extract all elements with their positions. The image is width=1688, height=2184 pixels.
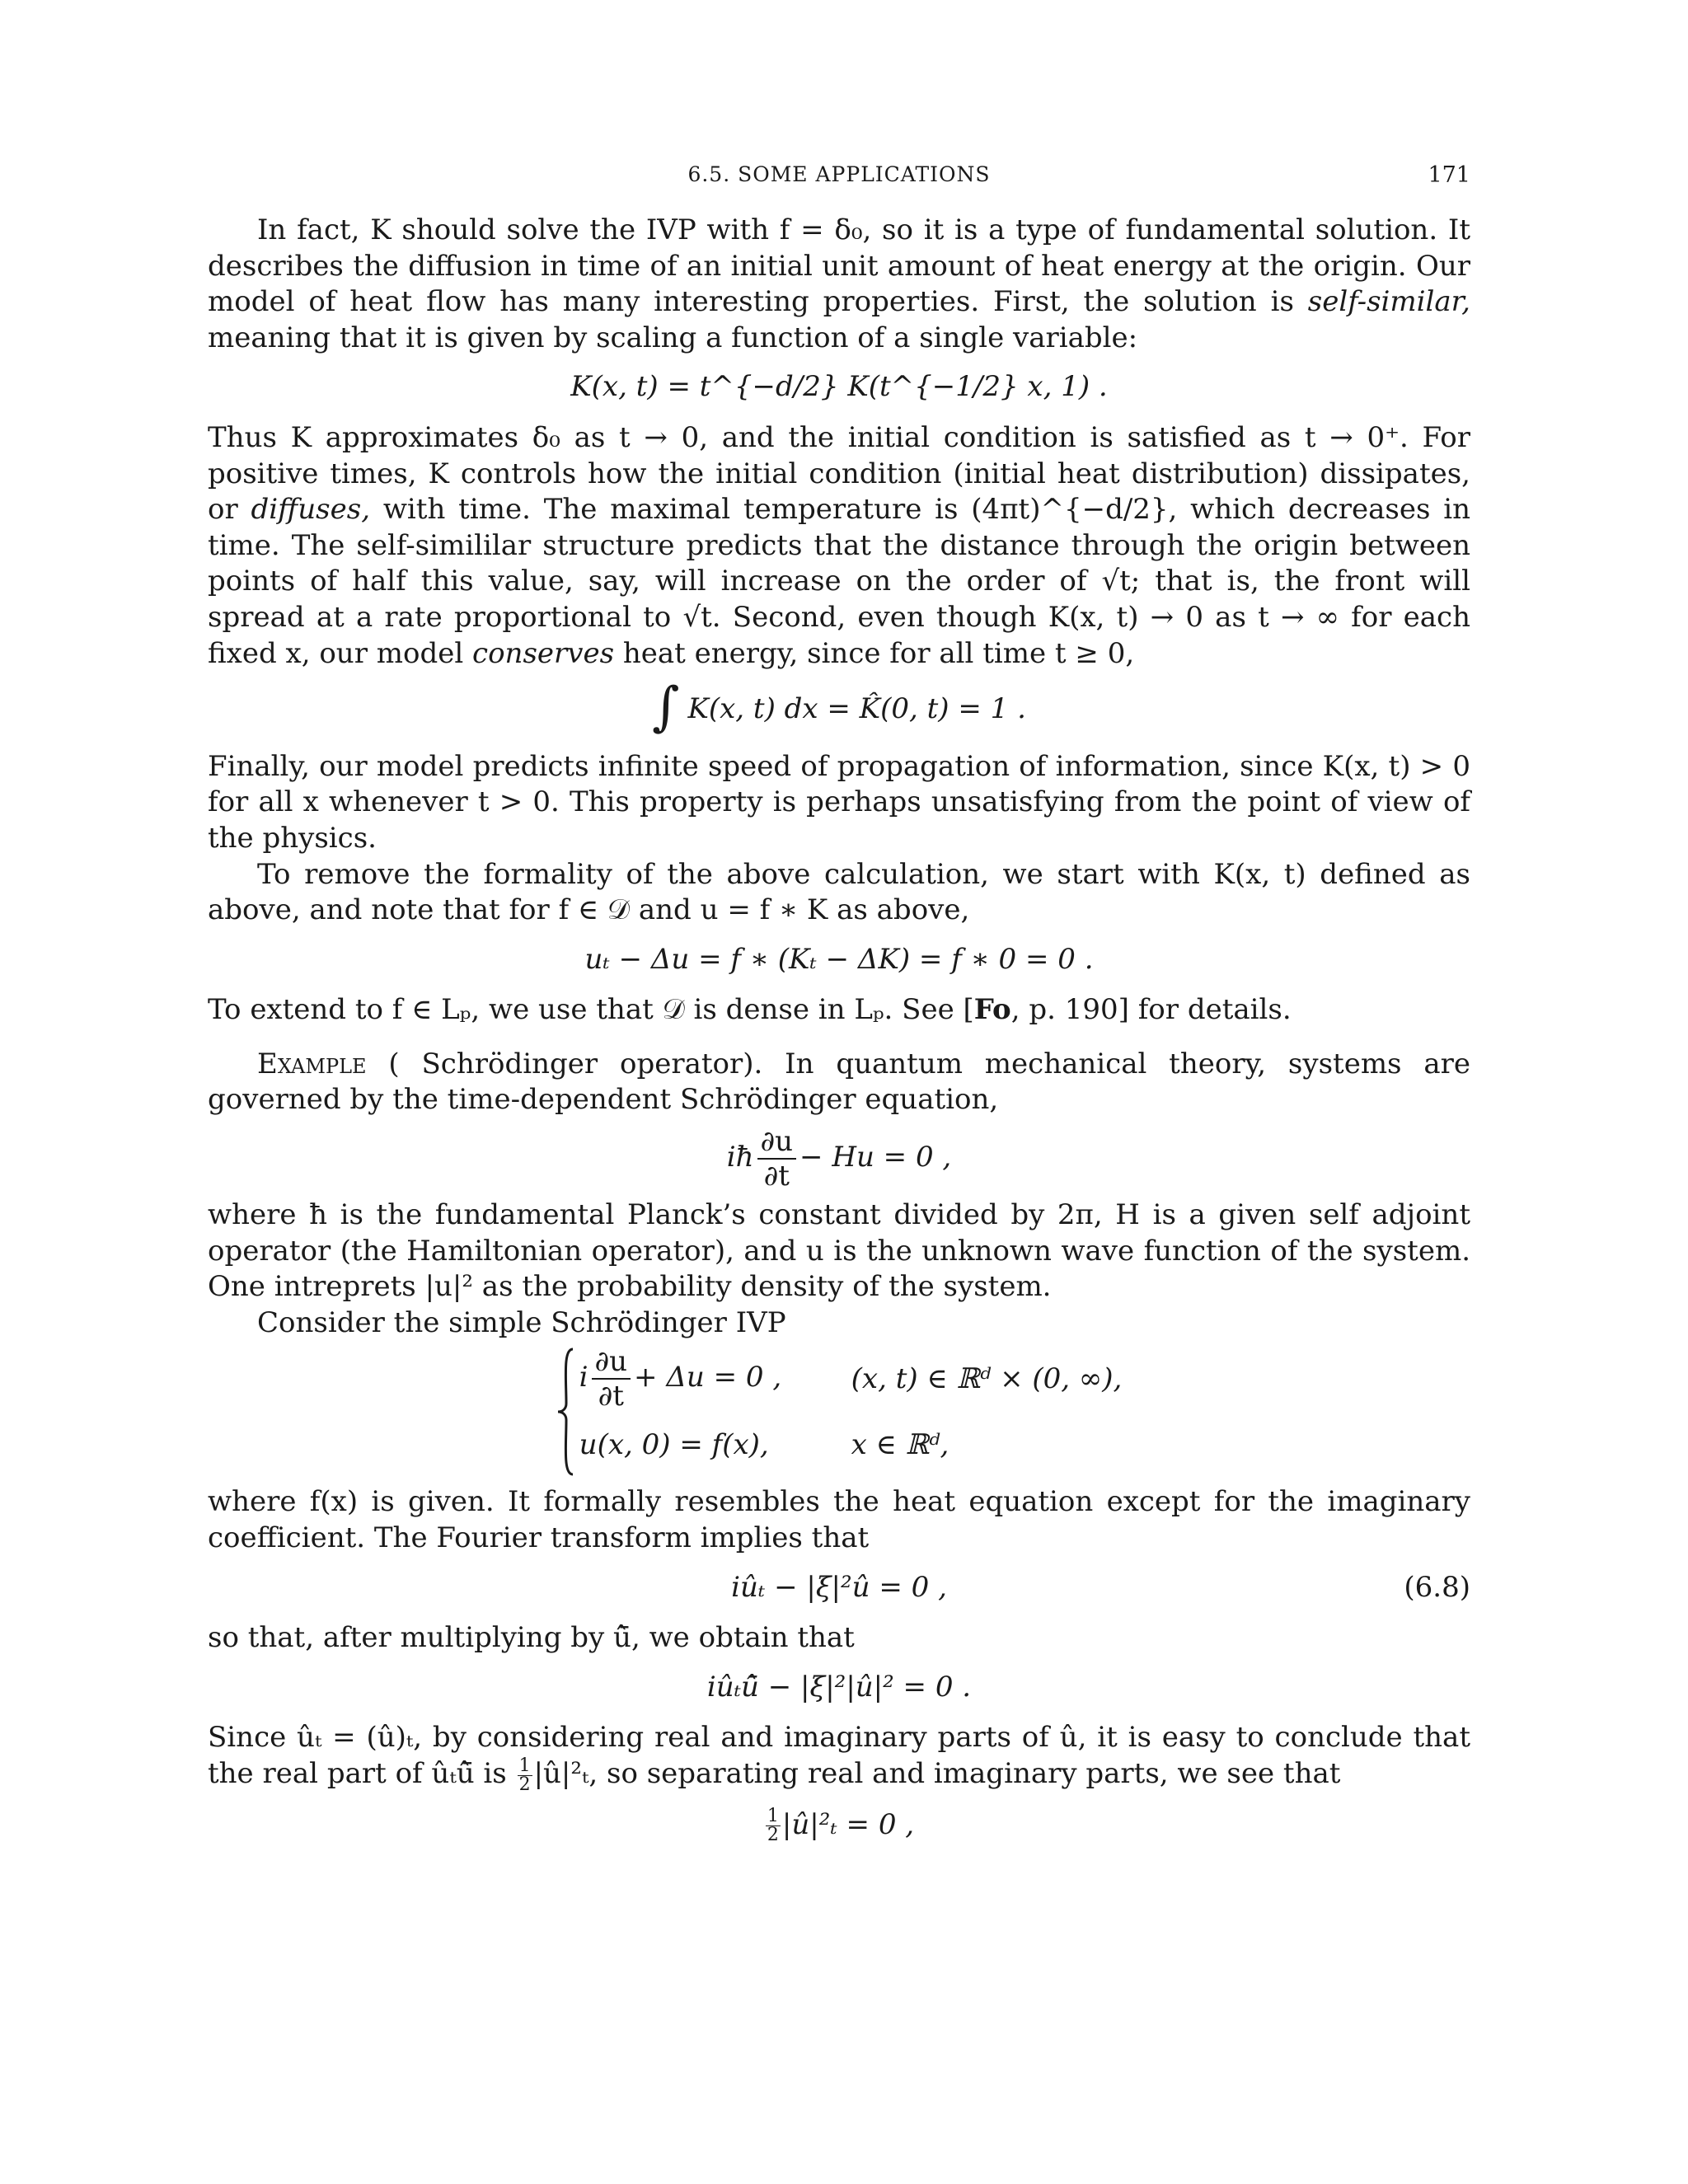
main-text <box>208 213 1470 1859</box>
page-number: 171 <box>1428 162 1470 188</box>
equation-heat-verification: uₜ − Δu = f ∗ (Kₜ − ΔK) = f ∗ 0 = 0 . <box>584 942 1094 976</box>
paragraph-extension: To extend to f ∈ Lₚ, we use that 𝒟 is dense in Lₚ. See [Fo, p. 190] for details. <box>208 993 1292 1027</box>
equation-multiplied: iûₜû̄ − |ξ|²|û|² = 0 . <box>706 1670 972 1704</box>
integral-sign-icon: ∫ <box>652 677 680 738</box>
paragraph-example-schrodinger: Example ( Schrödinger operator). In quantum mechanical theory, systems are governed by the time-dependent Schrödinger equation, <box>208 1047 1470 1117</box>
emphasis-conserves: conserves <box>472 636 615 670</box>
emphasis-diffuses: diffuses, <box>251 493 370 527</box>
paragraph-consider-ivp: Consider the simple Schrödinger IVP <box>257 1305 786 1339</box>
paragraph-real-part: Since ûₜ = (û)ₜ, by considering real and imaginary parts of û, it is easy to conclude that the real part of ûₜû̄ is $\frac{1}{2}$ |û|²ₜ, so separating real and imaginary parts, we see that <box>208 1721 1470 1795</box>
ivp-system <box>556 1346 1123 1478</box>
equation-6-8: iûₜ − |ξ|²û = 0 , (6.8) <box>208 1570 1470 1606</box>
equation-schrodinger: iħ $\frac{\partial u}{\partial t}$ − Hu = 0 , <box>726 1125 952 1193</box>
equation-schrodinger-ivp <box>208 1346 1470 1478</box>
running-header <box>208 162 1470 190</box>
ivp-row-equation: i $\frac{\partial u}{\partial t}$ + Δu = 0 , (x, t) ∈ ℝᵈ × (0, ∞), <box>579 1345 1123 1413</box>
equation-label-6-8: (6.8) <box>1404 1570 1470 1604</box>
section-title: 6.5. SOME APPLICATIONS <box>687 162 991 186</box>
fraction-one-half: $\frac{1}{2}$ <box>518 1755 531 1795</box>
paragraph-properties: Thus K approximates δ₀ as t → 0, and the initial condition is satisfied as t → 0⁺. For positive times, K controls how the initial condition (initial heat distribution) dissipates, or diffuses, with time. The maximal temperature is (4πt)^{−d/2}, which decreases in time. The self-simililar structure predicts that the distance through the origin between points of half this value, say, will increase on the order of √t; that is, the front will spread at a rate proportional to √t. Second, even though K(x, t) → 0 as t → ∞ for each fixed x, our model conserves heat energy, since for all time t ≥ 0, <box>208 420 1470 670</box>
paragraph-formality: To remove the formality of the above calculation, we start with K(x, t) defined as above, and note that for f ∈ 𝒟 and u = f ∗ K as above, <box>208 857 1470 927</box>
equation-self-similarity: K(x, t) = t^{−d/2} K(t^{−1/2} x, 1) . <box>570 370 1108 404</box>
equation-final: $\frac{1}{2}$ |û|²ₜ = 0 , <box>767 1806 915 1845</box>
paragraph-fundamental-solution: In fact, K should solve the IVP with f = δ₀, so it is a type of fundamental solution. It describes the diffusion in time of an initial unit amount of heat energy at the origin. Our model of heat flow has many interesting properties. First, the solution is self-similar, meaning that it is given by scaling a function of a single variable: <box>208 213 1470 354</box>
fraction-du-dt-ivp: $\frac{\partial u}{\partial t}$ <box>592 1345 631 1413</box>
emphasis-self-similar: self-similar, <box>1307 285 1470 319</box>
ivp-row-initial: u(x, 0) = f(x), x ∈ ℝᵈ, <box>579 1427 950 1461</box>
paragraph-infinite-speed: Finally, our model predicts infinite speed of propagation of information, since K(x, t) > 0 for all x whenever t > 0. This property is perhaps unsatisfying from the point of view of the physics. <box>208 749 1470 855</box>
fraction-du-dt: $\frac{\partial u}{\partial t}$ <box>757 1125 796 1193</box>
paragraph-fourier: where f(x) is given. It formally resembles the heat equation except for the imaginary coefficient. The Fourier transform implies that <box>208 1485 1470 1555</box>
example-label: Example <box>257 1047 367 1080</box>
paragraph-multiply: so that, after multiplying by û̄, we obtain that <box>208 1621 855 1655</box>
equation-conservation: ∫ K(x, t) dx = K̂(0, t) = 1 . <box>652 677 1026 738</box>
fraction-one-half-eq: $\frac{1}{2}$ <box>767 1806 779 1845</box>
citation-fo: Fo <box>973 993 1011 1027</box>
left-brace-icon <box>556 1346 576 1478</box>
paragraph-planck: where ħ is the fundamental Planck’s constant divided by 2π, H is a given self adjoint operator (the Hamiltonian operator), and u is the unknown wave function of the system. One intreprets |u|² as the probability density of the system. <box>208 1198 1470 1304</box>
